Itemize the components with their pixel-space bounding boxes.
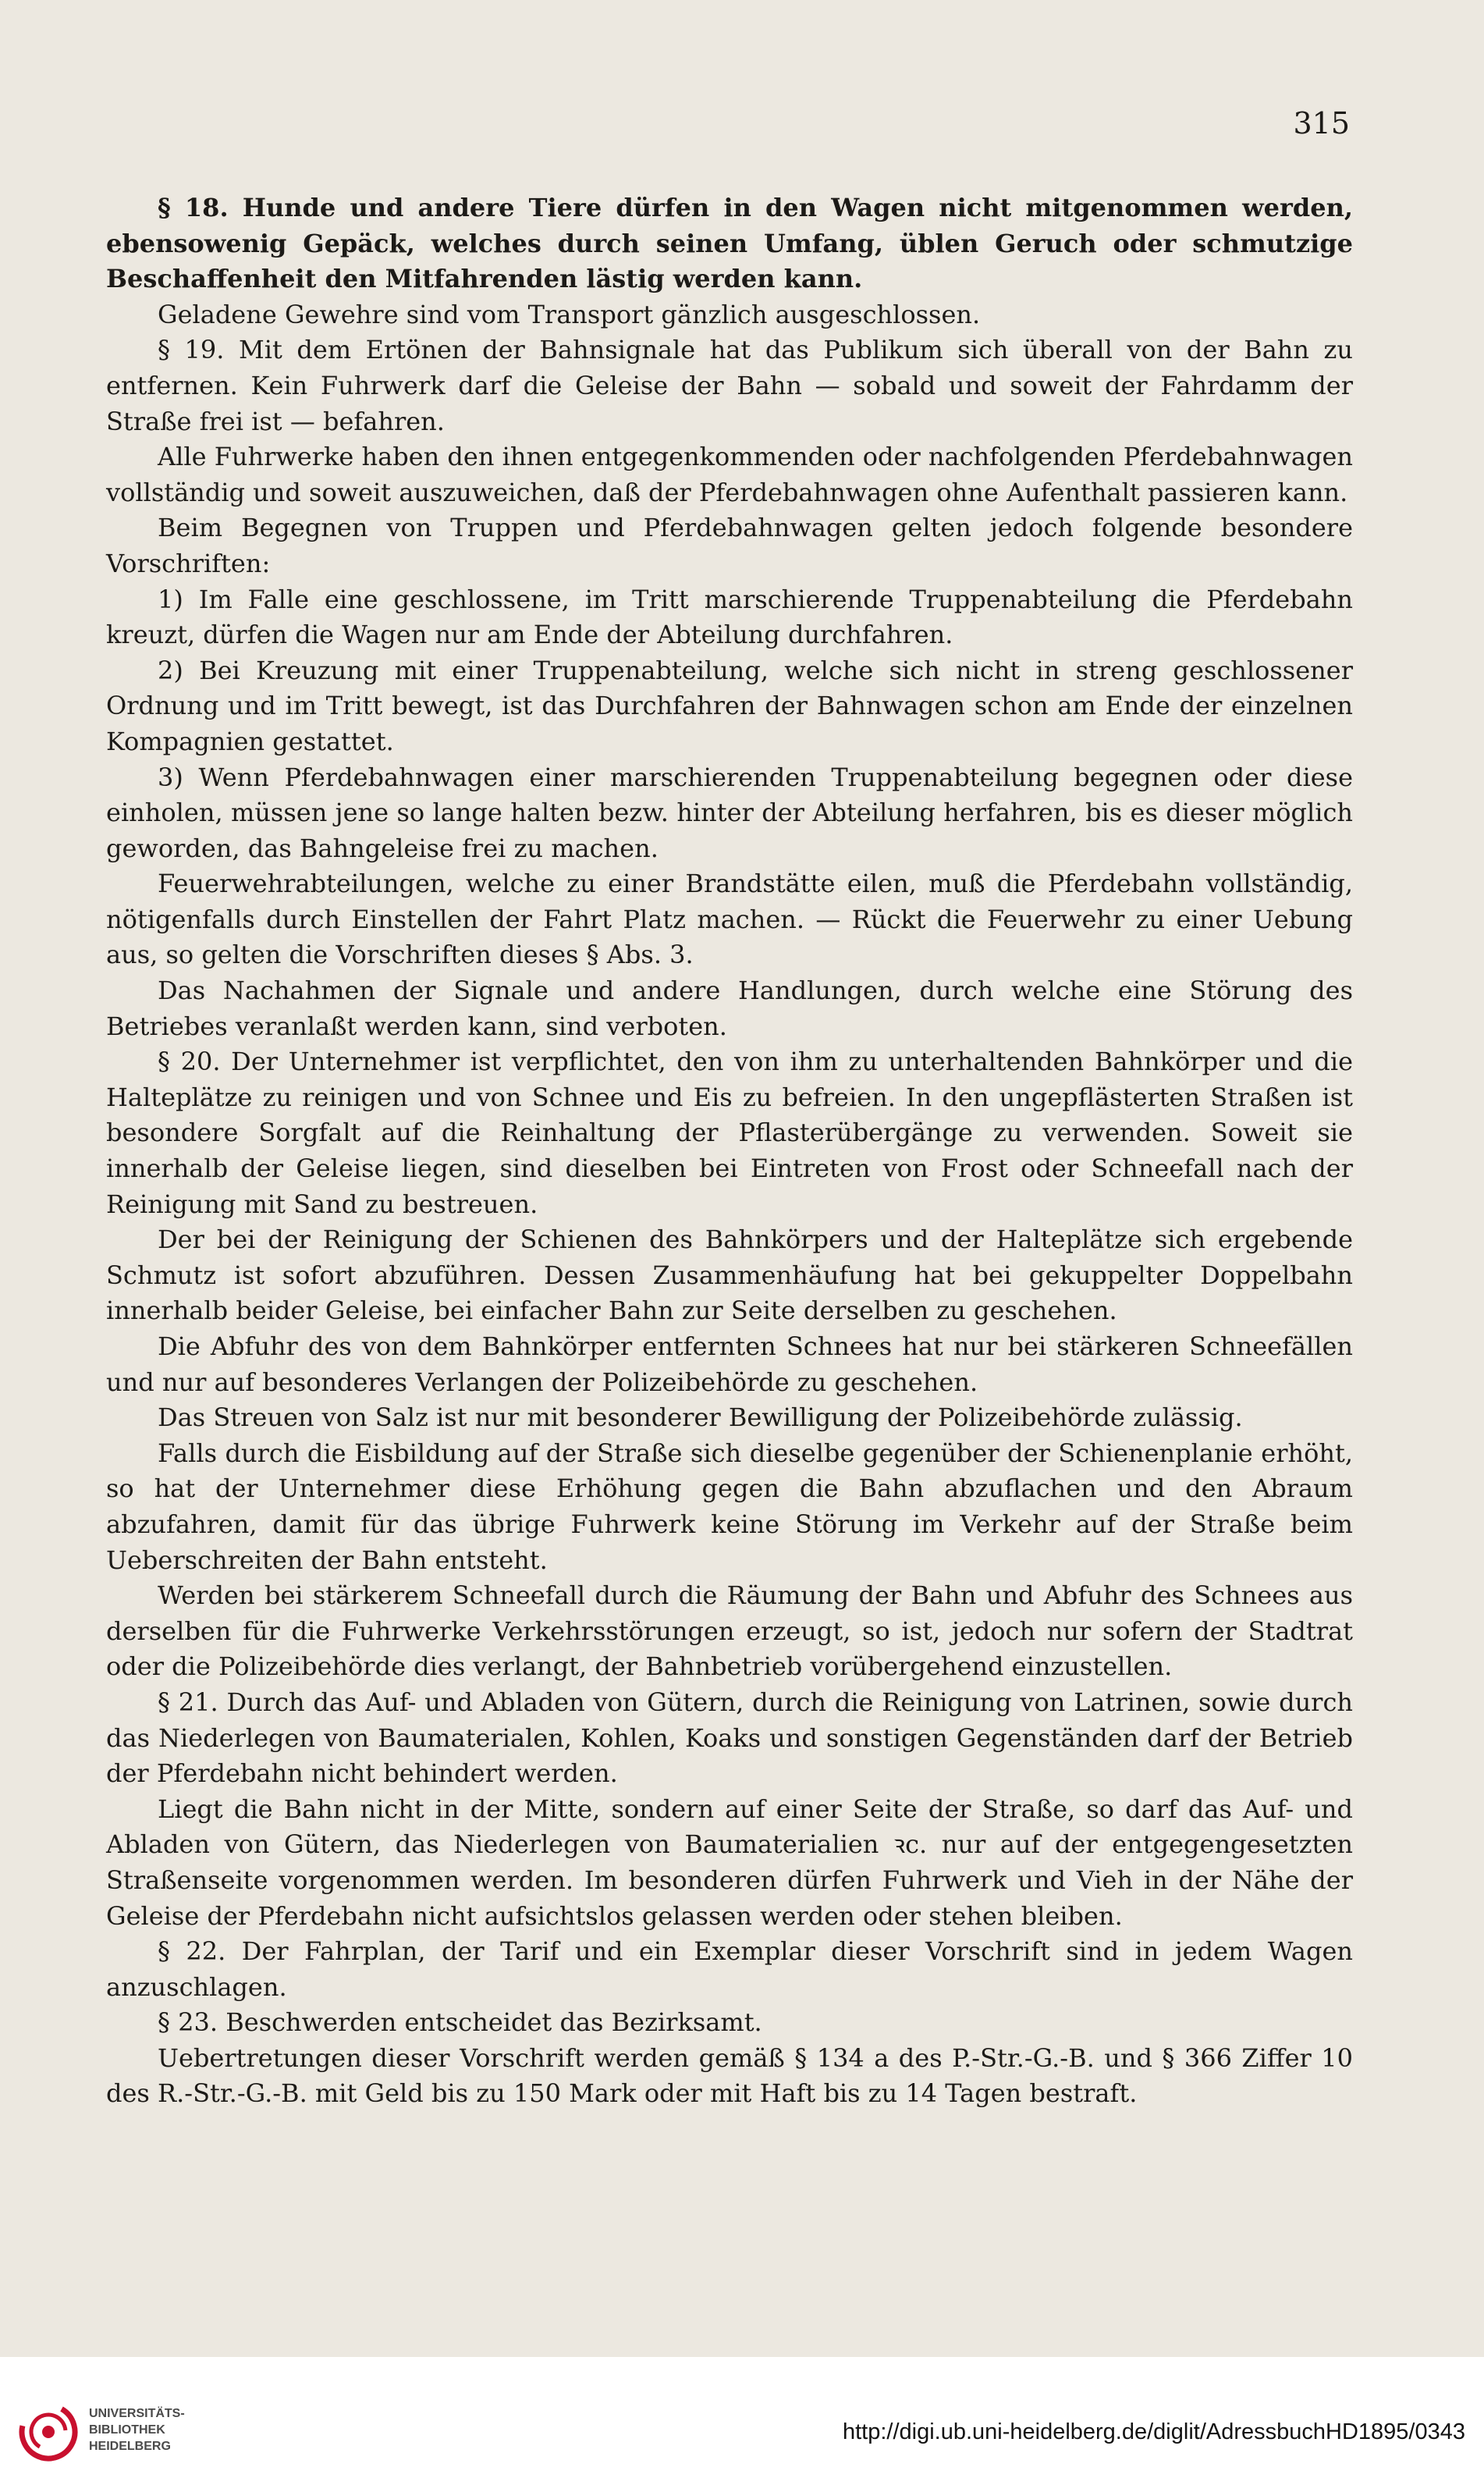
paragraph: 1) Im Falle eine geschlossene, im Tritt marschierende Truppenabteilung die Pferdebahn kreuzt, dürfen die Wagen nur am Ende der Abteilung durchfahren. (106, 584, 1353, 650)
paragraph: Das Streuen von Salz ist nur mit besonderer Bewilligung der Polizeibehörde zulässig. (158, 1402, 1243, 1433)
library-seal-icon (17, 2401, 80, 2463)
paragraph: Das Nachahmen der Signale und andere Handlungen, durch welche eine Störung des Betriebes veranlaßt werden kann, sind verboten. (106, 976, 1353, 1041)
paragraph: Werden bei stärkerem Schneefall durch die Räumung der Bahn und Abfuhr des Schnees aus derselben für die Fuhrwerke Verkehrsstörungen erzeugt, so ist, jedoch nur sofern der Stadtrat oder die Polizeibehörde dies verlangt, der Bahnbetrieb vorübergehend einzustellen. (106, 1580, 1353, 1682)
paragraph: § 19. Mit dem Ertönen der Bahnsignale hat das Publikum sich überall von der Bahn zu entfernen. Kein Fuhrwerk darf die Geleise der Bahn — sobald und soweit der Fahrdamm der Straße frei ist — befahren. (106, 335, 1353, 436)
paragraph: § 20. Der Unternehmer ist verpflichtet, den von ihm zu unterhaltenden Bahnkörper und die Halteplätze zu reinigen und von Schnee und Eis zu befreien. In den ungepflästerten Straßen ist besondere Sorgfalt auf die Reinhaltung der Pflasterübergänge zu verwenden. Soweit sie innerhalb der Geleise liegen, sind dieselben bei Eintreten von Frost oder Schneefall nach der Reinigung mit Sand zu bestreuen. (106, 1047, 1353, 1219)
paragraph: § 21. Durch das Auf- und Abladen von Gütern, durch die Reinigung von Latrinen, sowie durch das Niederlegen von Baumaterialen, Kohlen, Koaks und sonstigen Gegenständen darf der Betrieb der Pferdebahn nicht behindert werden. (106, 1687, 1353, 1789)
paragraph: Der bei der Reinigung der Schienen des Bahnkörpers und der Halteplätze sich ergebende Schmutz ist sofort abzuführen. Dessen Zusammenhäufung hat bei gekuppelter Doppelbahn innerhalb beider Geleise, bei einfacher Bahn zur Seite derselben zu geschehen. (106, 1225, 1353, 1326)
paragraph: 2) Bei Kreuzung mit einer Truppenabteilung, welche sich nicht in streng geschlossener Ordnung und im Tritt bewegt, ist das Durchfahren der Bahnwagen schon am Ende der einzelnen Kompagnien gestattet. (106, 655, 1353, 756)
paragraph: Geladene Gewehre sind vom Transport gänzlich ausgeschlossen. (158, 299, 981, 329)
paragraph: Beim Begegnen von Truppen und Pferdebahnwagen gelten jedoch folgende besondere Vorschriften: (106, 513, 1353, 578)
paragraph: Die Abfuhr des von dem Bahnkörper entfernten Schnees hat nur bei stärkeren Schneefällen und nur auf besonderes Verlangen der Polizeibehörde zu geschehen. (106, 1331, 1353, 1397)
footer-bar (0, 2357, 1484, 2492)
library-name-line: UNIVERSITÄTS- (89, 2407, 185, 2420)
paragraph: § 22. Der Fahrplan, der Tarif und ein Exemplar dieser Vorschrift sind in jedem Wagen anzuschlagen. (106, 1936, 1353, 2002)
page-number: 315 (1293, 106, 1350, 140)
library-name-line: BIBLIOTHEK (89, 2423, 165, 2437)
paragraph: Uebertretungen dieser Vorschrift werden gemäß § 134 a des P.-Str.-G.-B. und § 366 Ziffer 10 des R.-Str.-G.-B. mit Geld bis zu 150 Mark oder mit Haft bis zu 14 Tagen bestraft. (106, 2042, 1353, 2109)
paragraph: Alle Fuhrwerke haben den ihnen entgegenkommenden oder nachfolgenden Pferdebahnwagen vollständig und soweit auszuweichen, daß der Pferdebahnwagen ohne Aufenthalt passieren kann. (106, 442, 1354, 507)
paragraph: Liegt die Bahn nicht in der Mitte, sondern auf einer Seite der Straße, so darf das Auf- und Abladen von Gütern, das Niederlegen von Baumaterialien ꝛc. nur auf der entgegengesetzten Straßenseite vorgenommen werden. Im besonderen dürfen Fuhrwerk und Vieh in der Nähe der Geleise der Pferdebahn nicht aufsichtslos gelassen werden oder stehen bleiben. (106, 1793, 1353, 1931)
paragraph: § 18. Hunde und andere Tiere dürfen in den Wagen nicht mitgenommen werden, ebensowenig Gepäck, welches durch seinen Umfang, üblen Geruch oder schmutzige Beschaffenheit den Mitfahrenden lästig werden kann. (106, 193, 1353, 294)
permalink-url[interactable]: http://digi.ub.uni-heidelberg.de/diglit/AdressbuchHD1895/0343 (842, 2419, 1465, 2444)
body-text (106, 190, 1353, 2112)
paragraph: Feuerwehrabteilungen, welche zu einer Brandstätte eilen, muß die Pferdebahn vollständig, nötigenfalls durch Einstellen der Fahrt Platz machen. — Rückt die Feuerwehr zu einer Uebung aus, so gelten die Vorschriften dieses § Abs. 3. (106, 869, 1353, 970)
paragraph: Falls durch die Eisbildung auf der Straße sich dieselbe gegenüber der Schienenplanie erhöht, so hat der Unternehmer diese Erhöhung gegen die Bahn abzuflachen und den Abraum abzufahren, damit für das übrige Fuhrwerk keine Störung im Verkehr auf der Straße beim Ueberschreiten der Bahn entsteht. (106, 1438, 1353, 1575)
paragraph: § 23. Beschwerden entscheidet das Bezirksamt. (158, 2007, 762, 2038)
library-logo[interactable] (17, 2401, 197, 2463)
library-name-line: HEIDELBERG (89, 2440, 171, 2453)
library-name (89, 2405, 185, 2455)
paragraph: 3) Wenn Pferdebahnwagen einer marschierenden Truppenabteilung begegnen oder diese einholen, müssen jene so lange halten bezw. hinter der Abteilung herfahren, bis es dieser möglich geworden, das Bahngeleise frei zu machen. (106, 762, 1353, 863)
